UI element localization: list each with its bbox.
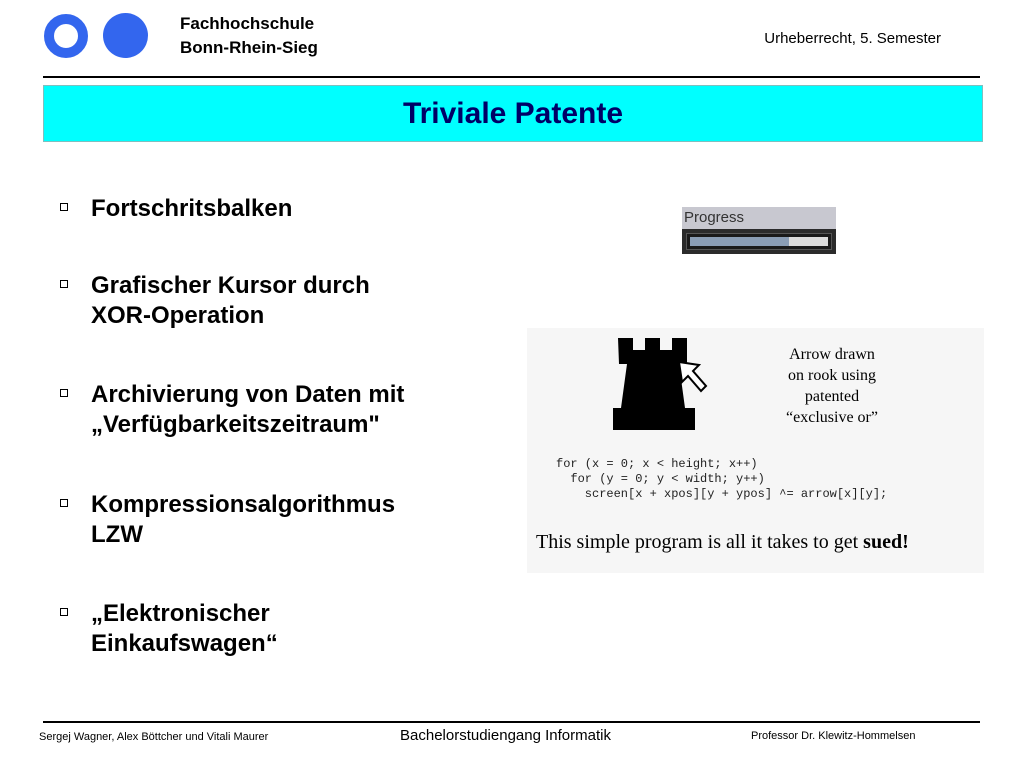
progress-bar-illustration: [682, 207, 836, 254]
code-line: screen[x + xpos][y + ypos] ^= arrow[x][y];: [556, 487, 888, 501]
footer-authors: Sergej Wagner, Alex Böttcher und Vitali Maurer: [39, 731, 269, 743]
figure-bottom-sentence: This simple program is all it takes to get: [536, 531, 864, 553]
bullet-square-icon: [60, 499, 68, 507]
footer-divider: [43, 721, 980, 723]
progress-track: [686, 233, 832, 250]
bullet-text: Grafischer Kursor durch XOR-Operation: [91, 272, 370, 329]
logo-ring-icon: [44, 14, 88, 58]
logo-dot-icon: [103, 13, 148, 58]
figure-caption: Arrow drawn on rook using patented “exclusive or”: [786, 346, 878, 426]
rook-with-arrow-icon: [613, 336, 713, 438]
bullet-square-icon: [60, 389, 68, 397]
progress-inner: [690, 237, 828, 246]
bullet-text: „Elektronischer Einkaufswagen“: [91, 600, 278, 657]
slide-title: Triviale Patente: [402, 96, 624, 130]
footer-program: Bachelorstudiengang Informatik: [400, 727, 611, 744]
code-line: for (y = 0; y < width; y++): [556, 472, 765, 486]
bullet-square-icon: [60, 203, 68, 211]
bullet-square-icon: [60, 280, 68, 288]
bullet-square-icon: [60, 608, 68, 616]
bullet-text: Fortschritsbalken: [91, 195, 293, 222]
footer-professor: Professor Dr. Klewitz-Hommelsen: [751, 730, 916, 742]
course-label: Urheberrecht, 5. Semester: [764, 30, 941, 47]
progress-label: Progress: [682, 207, 836, 229]
bullet-text: Archivierung von Daten mit „Verfügbarkeitszeitraum": [91, 381, 405, 438]
institution-name-line1: Fachhochschule: [180, 14, 315, 33]
bullet-text: Kompressionsalgorithmus LZW: [91, 491, 396, 548]
progress-fill: [690, 237, 789, 246]
xor-cursor-figure: [527, 328, 984, 573]
slide-title-banner: [43, 85, 983, 142]
institution-name-line2: Bonn-Rhein-Sieg: [180, 38, 318, 57]
header-divider: [43, 76, 980, 78]
figure-bottom-emphasis: sued!: [863, 531, 909, 553]
figure-bottom-text: [536, 531, 909, 554]
code-line: for (x = 0; x < height; x++): [556, 457, 758, 471]
